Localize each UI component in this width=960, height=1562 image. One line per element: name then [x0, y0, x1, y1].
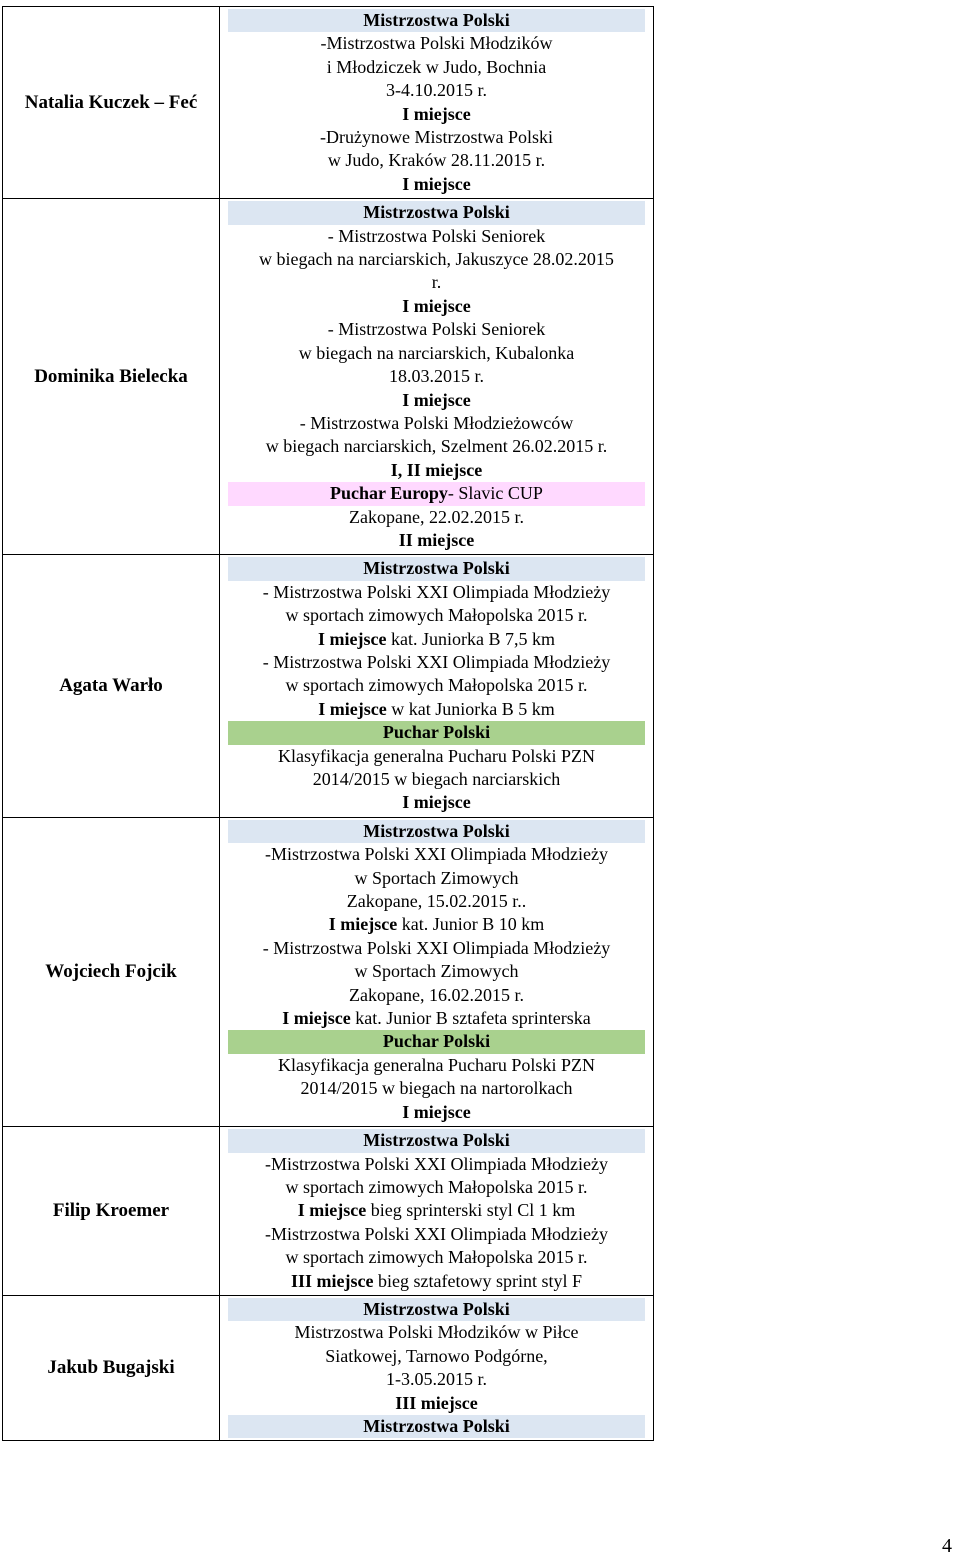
line-text: -Mistrzostwa Polski XXI Olimpiada Młodzieży — [265, 1153, 608, 1174]
table-row — [3, 1127, 654, 1296]
athlete-name: Agata Warło — [3, 555, 220, 817]
achievement-line — [228, 628, 645, 651]
achievement-line — [228, 248, 645, 271]
emphasis-text: I miejsce — [318, 628, 387, 649]
achievement-line — [228, 1392, 645, 1415]
line-text: - Mistrzostwa Polski XXI Olimpiada Młodzieży — [262, 937, 611, 958]
category-heading — [228, 482, 645, 505]
achievement-line — [228, 79, 645, 102]
emphasis-text: I miejsce — [297, 1200, 367, 1221]
line-text: - Mistrzostwa Polski XXI Olimpiada Młodzieży — [262, 651, 611, 672]
achievements-cell — [220, 199, 654, 555]
athlete-name: Natalia Kuczek – Feć — [3, 7, 220, 199]
achievement-line — [228, 1176, 645, 1199]
achievement-line — [228, 867, 645, 890]
line-text: Mistrzostwa Polski Młodzików w Piłce — [294, 1322, 579, 1343]
line-text: kat. Juniorka B 7,5 km — [386, 628, 555, 649]
achievement-line — [228, 984, 645, 1007]
athlete-name: Wojciech Fojcik — [3, 817, 220, 1126]
achievement-line — [228, 271, 645, 294]
achievement-line — [228, 1246, 645, 1269]
table-row — [3, 817, 654, 1126]
emphasis-text: Mistrzostwa Polski — [363, 558, 510, 579]
achievement-line — [228, 1007, 645, 1030]
table-row — [3, 7, 654, 199]
category-heading — [228, 1415, 645, 1438]
achievement-line — [228, 295, 645, 318]
page-number: 4 — [942, 1535, 952, 1557]
emphasis-text: III miejsce — [291, 1270, 374, 1291]
emphasis-text: I miejsce — [318, 698, 387, 719]
emphasis-text: III miejsce — [395, 1392, 478, 1413]
achievements-cell — [220, 555, 654, 817]
line-text: kat. Junior B sztafeta sprinterska — [350, 1008, 591, 1029]
athlete-name: Dominika Bielecka — [3, 199, 220, 555]
line-text: w Sportach Zimowych — [354, 867, 519, 888]
achievement-line — [228, 1223, 645, 1246]
achievement-line — [228, 1153, 645, 1176]
category-heading — [228, 9, 645, 32]
achievement-line — [228, 506, 645, 529]
achievement-line — [228, 342, 645, 365]
achievement-line — [228, 1368, 645, 1391]
achievement-line — [228, 1077, 645, 1100]
achievement-line — [228, 103, 645, 126]
line-text: 2014/2015 w biegach narciarskich — [312, 769, 561, 789]
line-text: - Mistrzostwa Polski Młodzieżowców — [299, 412, 574, 433]
line-text: w biegach na narciarskich, Jakuszyce 28.02.2015 — [259, 249, 614, 270]
emphasis-text: Mistrzostwa Polski — [363, 820, 510, 841]
achievement-line — [228, 1345, 645, 1368]
achievement-line — [228, 56, 645, 79]
achievement-line — [228, 149, 645, 172]
category-heading — [228, 721, 645, 744]
line-text: -Mistrzostwa Polski XXI Olimpiada Młodzieży — [265, 1223, 608, 1244]
line-text: - Mistrzostwa Polski Seniorek — [327, 319, 546, 340]
line-text: -Mistrzostwa Polski Młodzików — [320, 33, 553, 54]
achievements-cell — [220, 817, 654, 1126]
achievement-line — [228, 126, 645, 149]
table-row — [3, 199, 654, 555]
achievement-line — [228, 581, 645, 604]
athlete-name: Jakub Bugajski — [3, 1295, 220, 1440]
emphasis-text: Mistrzostwa Polski — [363, 1415, 510, 1436]
emphasis-text: I miejsce — [402, 103, 471, 124]
line-text: w sportach zimowych Małopolska 2015 r. — [285, 675, 588, 696]
category-heading — [228, 1129, 645, 1152]
achievement-line — [228, 225, 645, 248]
emphasis-text: Mistrzostwa Polski — [363, 202, 510, 223]
emphasis-text: II miejsce — [398, 529, 475, 550]
achievement-line — [228, 173, 645, 196]
line-text: w biegach narciarskich, Szelment 26.02.2015 r. — [265, 436, 608, 457]
line-text: Klasyfikacja generalna Pucharu Polski PZN — [278, 745, 595, 766]
line-text: Siatkowej, Tarnowo Podgórne, — [325, 1345, 548, 1366]
line-text: Klasyfikacja generalna Pucharu Polski PZN — [278, 1054, 595, 1075]
emphasis-text: Puchar Polski — [382, 1031, 491, 1052]
line-text: r. — [431, 272, 442, 293]
emphasis-text: I miejsce — [402, 792, 471, 813]
achievement-line — [228, 1321, 645, 1344]
emphasis-text: Mistrzostwa Polski — [363, 1130, 510, 1151]
emphasis-text: Mistrzostwa Polski — [363, 10, 510, 30]
table-row — [3, 555, 654, 817]
athlete-name: Filip Kroemer — [3, 1127, 220, 1296]
emphasis-text: Puchar Polski — [382, 722, 491, 743]
achievement-line — [228, 674, 645, 697]
category-heading — [228, 201, 645, 224]
line-text: kat. Junior B 10 km — [397, 914, 545, 935]
achievement-line — [228, 745, 645, 768]
achievement-line — [228, 1101, 645, 1124]
achievement-line — [228, 32, 645, 55]
emphasis-text: Mistrzostwa Polski — [363, 1298, 510, 1319]
line-text: 2014/2015 w biegach na nartorolkach — [300, 1078, 573, 1099]
achievement-line — [228, 768, 645, 791]
achievements-table — [2, 6, 654, 1441]
line-text: w biegach na narciarskich, Kubalonka — [298, 342, 575, 363]
line-text: - Mistrzostwa Polski XXI Olimpiada Młodzieży — [262, 581, 611, 602]
line-text: w sportach zimowych Małopolska 2015 r. — [285, 1247, 588, 1268]
achievement-line — [228, 1054, 645, 1077]
achievement-line — [228, 913, 645, 936]
achievement-line — [228, 435, 645, 458]
line-text: w sportach zimowych Małopolska 2015 r. — [285, 605, 588, 626]
emphasis-text: I, II miejsce — [390, 459, 483, 480]
line-text: -Drużynowe Mistrzostwa Polski — [320, 127, 553, 148]
line-text: w Sportach Zimowych — [354, 961, 519, 982]
achievement-line — [228, 651, 645, 674]
achievement-line — [228, 791, 645, 814]
line-text: w sportach zimowych Małopolska 2015 r. — [285, 1176, 588, 1197]
achievement-line — [228, 389, 645, 412]
achievement-line — [228, 412, 645, 435]
line-text: -Mistrzostwa Polski XXI Olimpiada Młodzieży — [265, 844, 608, 865]
achievement-line — [228, 960, 645, 983]
achievements-cell — [220, 1127, 654, 1296]
achievement-line — [228, 843, 645, 866]
emphasis-text: I miejsce — [402, 1101, 471, 1122]
emphasis-text: I miejsce — [282, 1008, 351, 1029]
emphasis-text: I miejsce — [328, 914, 398, 935]
achievement-line — [228, 365, 645, 388]
line-text: 3-4.10.2015 r. — [386, 80, 487, 101]
achievements-cell — [220, 1295, 654, 1440]
achievement-line — [228, 1270, 645, 1293]
line-text: 18.03.2015 r. — [388, 366, 484, 387]
category-heading — [228, 820, 645, 843]
line-text: Zakopane, 16.02.2015 r. — [349, 984, 524, 1005]
achievement-line — [228, 698, 645, 721]
emphasis-text: I miejsce — [402, 295, 471, 316]
line-text: w kat Juniorka B 5 km — [386, 698, 555, 719]
achievement-line — [228, 890, 645, 913]
emphasis-text: I miejsce — [402, 173, 471, 194]
line-text: bieg sztafetowy sprint styl F — [373, 1270, 582, 1291]
achievement-line — [228, 604, 645, 627]
achievement-line — [228, 318, 645, 341]
achievement-line — [228, 937, 645, 960]
line-text: w Judo, Kraków 28.11.2015 r. — [327, 150, 546, 171]
table-row — [3, 1295, 654, 1440]
achievement-line — [228, 529, 645, 552]
line-text: - Slavic CUP — [447, 483, 543, 504]
line-text: - Mistrzostwa Polski Seniorek — [327, 225, 546, 246]
category-heading — [228, 1298, 645, 1321]
achievements-cell — [220, 7, 654, 199]
emphasis-text: I miejsce — [402, 389, 471, 410]
emphasis-text: Puchar Europy — [330, 483, 448, 504]
line-text: i Młodziczek w Judo, Bochnia — [326, 56, 547, 77]
category-heading — [228, 557, 645, 580]
category-heading — [228, 1030, 645, 1053]
line-text: 1-3.05.2015 r. — [386, 1369, 487, 1390]
achievement-line — [228, 1199, 645, 1222]
line-text: bieg sprinterski styl Cl 1 km — [366, 1200, 576, 1221]
line-text: Zakopane, 15.02.2015 r.. — [346, 891, 527, 912]
achievement-line — [228, 459, 645, 482]
line-text: Zakopane, 22.02.2015 r. — [349, 506, 524, 527]
